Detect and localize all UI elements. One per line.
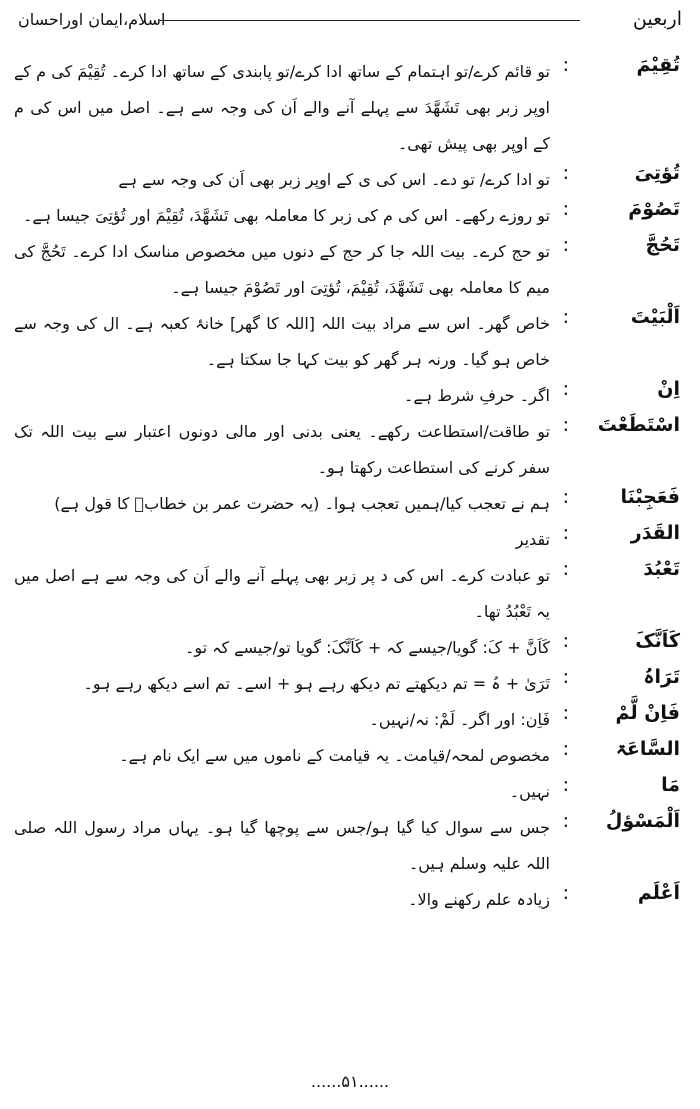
- entry-term: تَرَاہُ: [643, 666, 680, 688]
- entry-term: تَحُجَّ: [645, 234, 680, 256]
- glossary-entry: [0, 234, 700, 306]
- entry-colon: :: [562, 162, 569, 184]
- entry-term: اَعْلَم: [637, 882, 680, 904]
- entry-colon: :: [562, 666, 569, 688]
- entry-definition: مخصوص لمحہ/قیامت۔ یہ قیامت کے ناموں میں سے ایک نام ہے۔: [119, 746, 550, 765]
- entry-definition: فَاِن: اور اگر۔ لَمْ: نہ/نہیں۔: [369, 710, 550, 729]
- entry-colon: :: [562, 414, 569, 436]
- entry-definition: تو عبادت کرے۔ اس کی د پر زبر بھی پہلے آنے والے اَن کی وجہ سے ہے اصل میں یہ تَعْبُدُ تھا۔: [14, 566, 550, 621]
- glossary-entry: [0, 162, 700, 198]
- entry-term: اِنْ: [657, 378, 680, 400]
- glossary-entry: [0, 558, 700, 630]
- section-title: اسلام،ایمان اوراحسان: [18, 10, 166, 29]
- entry-definition: تو قائم کرے/تو اہتمام کے ساتھ ادا کرے/تو پابندی کے ساتھ ادا کرے۔ تُقِیْمَ کی م کے اوپر زبر بھی تَشَھَّدَ سے پہلے آنے والے اَن کی وجہ سے ہے۔ اصل میں اس کی م کے اوپر بھی پیش تھی۔: [14, 62, 550, 153]
- glossary-entry: [0, 774, 700, 810]
- entry-colon: :: [562, 198, 569, 220]
- entry-term: اَلْمَسْؤلُ: [605, 810, 680, 832]
- entry-colon: :: [562, 558, 569, 580]
- glossary-entry: [0, 882, 700, 918]
- entry-term: مَا: [661, 774, 680, 796]
- entry-colon: :: [562, 810, 569, 832]
- entry-definition: جس سے سوال کیا گیا ہو/جس سے پوچھا گیا ہو۔ یہاں مراد رسول اللہ صلی اللہ علیہ وسلم ہیں۔: [14, 818, 550, 873]
- glossary-entry: [0, 522, 700, 558]
- entry-colon: :: [562, 486, 569, 508]
- glossary-entry: [0, 810, 700, 882]
- glossary-entry: [0, 198, 700, 234]
- entry-definition: تو حج کرے۔ بیت اللہ جا کر حج کے دنوں میں مخصوص مناسک ادا کرے۔ تَحُجَّ کی میم کا معاملہ بھی تَشَھَّدَ، تُقِیْمَ، تُؤتِیَ اور تَصُوْمَ جیسا ہے۔: [14, 242, 550, 297]
- entry-colon: :: [562, 738, 569, 760]
- entry-colon: :: [562, 234, 569, 256]
- header-rule: [160, 20, 580, 21]
- entry-colon: :: [562, 882, 569, 904]
- glossary-entry: [0, 54, 700, 162]
- entry-definition: تو روزے رکھے۔ اس کی م کی زبر کا معاملہ بھی تَشَھَّدَ، تُقِیْمَ اور تُؤتِیَ جیسا ہے۔: [22, 206, 550, 225]
- entry-definition: تو ادا کرے/ تو دے۔ اس کی ی کے اوپر زبر بھی اَن کی وجہ سے ہے: [118, 170, 550, 189]
- entry-colon: :: [562, 522, 569, 544]
- entry-term: تَصُوْمَ: [628, 198, 680, 220]
- entry-definition: زیادہ علم رکھنے والا۔: [408, 890, 550, 909]
- entry-term: کَاَنَّکَ: [635, 630, 680, 652]
- entry-definition: تو طاقت/استطاعت رکھے۔ یعنی بدنی اور مالی دونوں اعتبار سے بیت اللہ تک سفر کرنے کی استطاعت رکھتا ہو۔: [14, 422, 550, 477]
- entry-term: القَدَر: [630, 522, 680, 544]
- entry-colon: :: [562, 54, 569, 76]
- glossary-entry: [0, 666, 700, 702]
- glossary-entry: [0, 630, 700, 666]
- entry-definition: خاص گھر۔ اس سے مراد بیت اللہ [اللہ کا گھر] خانۂ کعبہ ہے۔ ال کی وجہ سے خاص ہو گیا۔ ورنہ ہر گھر کو بیت کہا جا سکتا ہے۔: [14, 314, 550, 369]
- entry-term: اَلْبَیْتَ: [630, 306, 680, 328]
- glossary-list: [0, 54, 700, 918]
- entry-term: تَعْبُدَ: [643, 558, 680, 580]
- glossary-entry: [0, 414, 700, 486]
- entry-colon: :: [562, 378, 569, 400]
- entry-colon: :: [562, 774, 569, 796]
- entry-definition: تقدیر: [515, 530, 550, 549]
- entry-definition: نہیں۔: [509, 782, 550, 801]
- book-title: اربعین: [632, 8, 682, 30]
- entry-term: فَاِنْ لَّمْ: [615, 702, 680, 724]
- glossary-entry: [0, 738, 700, 774]
- entry-term: تُقِیْمَ: [636, 54, 680, 76]
- entry-term: السَّاعَۃ: [615, 738, 680, 760]
- entry-definition: کَاَنَّ + کَ: گویا/جیسے کہ + کَاَنَّکَ: گویا تو/جیسے کہ تو۔: [184, 638, 550, 657]
- glossary-entry: [0, 306, 700, 378]
- glossary-entry: [0, 486, 700, 522]
- entry-term: تُؤتِیَ: [634, 162, 680, 184]
- entry-definition: اگر۔ حرفِ شرط ہے۔: [404, 386, 550, 405]
- glossary-entry: [0, 702, 700, 738]
- page-number: ......۵۱......: [310, 1072, 390, 1091]
- entry-term: اسْتَطَعْتَ: [597, 414, 680, 436]
- entry-definition: ہم نے تعجب کیا/ہمیں تعجب ہوا۔ (یہ حضرت عمر بن خطابؓ کا قول ہے): [54, 494, 550, 513]
- entry-colon: :: [562, 630, 569, 652]
- page-header: [0, 0, 700, 40]
- entry-colon: :: [562, 306, 569, 328]
- glossary-entry: [0, 378, 700, 414]
- entry-definition: تَرَیٰ + ہُ = تم دیکھتے تم دیکھ رہے ہو + اسے۔ تم اسے دیکھ رہے ہو۔: [83, 674, 550, 693]
- entry-colon: :: [562, 702, 569, 724]
- entry-term: فَعَجِبْنَا: [620, 486, 680, 508]
